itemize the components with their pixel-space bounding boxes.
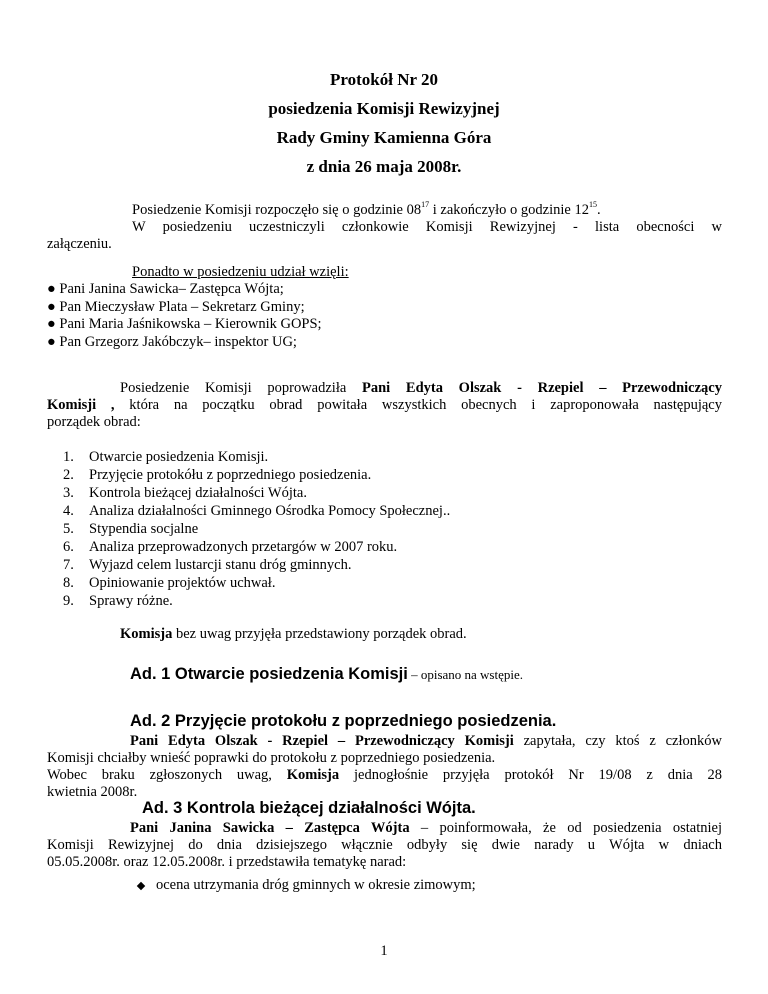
ad2-paragraph: Pani Edyta Olszak - Rzepiel – Przewodniczący Komisji zapytała, czy ktoś z członków <box>130 733 722 749</box>
ad2-paragraph-3: Wobec braku zgłoszonych uwag, Komisja jednogłośnie przyjęła protokół Nr 19/08 z dnia 28 <box>47 767 722 783</box>
opening-paragraph-2: Komisji , która na początku obrad powitała wszystkich obecnych i zaproponowała następujący <box>47 397 722 413</box>
agenda-item: 4. Analiza działalności Gminnego Ośrodka Pomocy Społecznej.. <box>63 503 451 519</box>
title-line-1: Protokół Nr 20 <box>330 70 438 89</box>
ad2-paragraph-4: kwietnia 2008r. <box>47 784 138 800</box>
agenda-acceptance: Komisja bez uwag przyjęła przedstawiony porządek obrad. <box>120 626 467 642</box>
ad2-paragraph-2: Komisji chciałby wnieść poprawki do protokołu z poprzedniego posiedzenia. <box>47 750 496 766</box>
attendee-item: ● Pani Janina Sawicka– Zastępca Wójta; <box>47 281 284 297</box>
page-number: 1 <box>380 943 388 959</box>
diamond-bullet-icon <box>137 881 145 889</box>
agenda-item: 9. Sprawy różne. <box>63 593 173 609</box>
agenda-item: 8. Opiniowanie projektów uchwał. <box>63 575 276 591</box>
ad3-paragraph-2: Komisji Rewizyjnej do dnia dzisiejszego włącznie odbyły się dwie narady u Wójta w dniach <box>47 837 722 853</box>
ad1-heading: Ad. 1 Otwarcie posiedzenia Komisji – opisano na wstępie. <box>130 665 523 683</box>
title-line-2: posiedzenia Komisji Rewizyjnej <box>268 99 500 118</box>
attendee-item: ● Pani Maria Jaśnikowska – Kierownik GOPS; <box>47 316 322 332</box>
attendees-list <box>47 281 322 351</box>
ad2-heading: Ad. 2 Przyjęcie protokołu z poprzedniego posiedzenia. <box>130 712 557 730</box>
title-line-4: z dnia 26 maja 2008r. <box>306 157 462 176</box>
opening-paragraph-3: porządek obrad: <box>47 414 141 430</box>
agenda-item: 3. Kontrola bieżącej działalności Wójta. <box>63 485 307 501</box>
agenda-item: 2. Przyjęcie protokółu z poprzedniego posiedzenia. <box>63 467 372 483</box>
attendee-item: ● Pan Grzegorz Jakóbczyk– inspektor UG; <box>47 333 297 350</box>
intro-members: W posiedzeniu uczestniczyli członkowie Komisji Rewizyjnej - lista obecności w <box>132 219 722 235</box>
intro-times: Posiedzenie Komisji rozpoczęło się o godzinie $08^{17}$ i zakończyło o godzinie $12^{15}$. <box>132 200 601 218</box>
agenda-item: 7. Wyjazd celem lustarcji stanu dróg gminnych. <box>63 557 352 573</box>
title-line-3: Rady Gminy Kamienna Góra <box>276 128 492 147</box>
agenda-item: 5. Stypendia socjalne <box>63 521 199 537</box>
attendee-item: ● Pan Mieczysław Plata – Sekretarz Gminy; <box>47 298 305 315</box>
agenda-item: 6. Analiza przeprowadzonych przetargów w 2007 roku. <box>63 539 398 555</box>
opening-paragraph: Posiedzenie Komisji poprowadziła Pani Edyta Olszak - Rzepiel – Przewodniczący <box>120 380 722 396</box>
intro-members-cont: załączeniu. <box>47 236 112 252</box>
agenda-list <box>63 449 450 611</box>
ad3-bullet-item: ocena utrzymania dróg gminnych w okresie zimowym; <box>138 877 476 894</box>
ad3-paragraph-3: 05.05.2008r. oraz 12.05.2008r. i przedstawiła tematykę narad: <box>47 854 407 870</box>
attendees-heading: Ponadto w posiedzeniu udział wzięli: <box>132 264 349 280</box>
ad3-paragraph: Pani Janina Sawicka – Zastępca Wójta – poinformowała, że od posiedzenia ostatniej <box>130 820 722 836</box>
ad3-heading: Ad. 3 Kontrola bieżącej działalności Wójta. <box>142 799 476 817</box>
agenda-item: 1. Otwarcie posiedzenia Komisji. <box>63 449 269 465</box>
